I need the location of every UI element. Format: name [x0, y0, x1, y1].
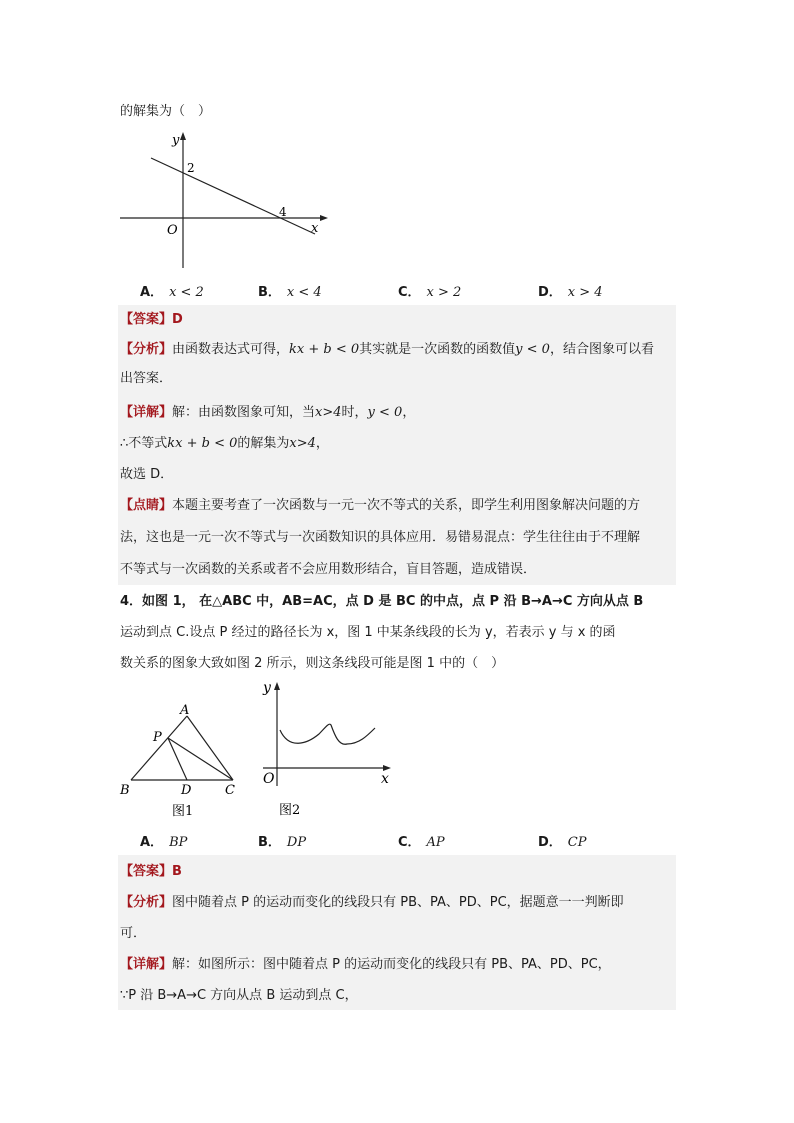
q3-option-c[interactable]: C． x > 2	[398, 285, 462, 300]
q3-comment-line2: 法，这也是一元一次不等式与一次函数知识的具体应用．易错易混点：学生往往由于不理解	[120, 530, 641, 545]
y-axis-arrow	[274, 682, 280, 690]
y-intercept-label: 2	[187, 161, 195, 175]
q3-stem-tail: 的解集为（ ）	[120, 104, 212, 119]
y-label: y	[172, 133, 180, 148]
q4-option-d[interactable]: D． CP	[538, 835, 587, 850]
vertex-b: B	[120, 783, 130, 798]
q3-detail-line2: ∴不等式kx + b < 0的解集为x>4，	[120, 436, 329, 451]
q4-analysis: 【分析】图中随着点 P 的运动而变化的线段只有 PB、PA、PD、PC，据题意一一判断即	[120, 895, 624, 910]
q3-option-d[interactable]: D． x > 4	[538, 285, 603, 300]
q3-detail: 【详解】解：由函数图象可知，当x>4时，y < 0，	[120, 405, 416, 420]
q4-analysis-cont: 可．	[120, 926, 147, 941]
origin-label: O	[263, 771, 275, 787]
q4-figure-1	[115, 698, 250, 823]
q3-answer: 【答案】D	[120, 312, 183, 327]
q3-comment: 【点睛】本题主要考查了一次函数与一元一次不等式的关系，即学生利用图象解决问题的方	[120, 498, 641, 513]
figure-1-caption: 图1	[172, 804, 194, 819]
q3-detail-line3: 故选 D．	[120, 467, 174, 482]
q4-stem-line1: 4．如图 1， 在△ABC 中，AB=AC，点 D 是 BC 的中点，点 P 沿 B→A→C 方向从点 B	[120, 594, 644, 609]
q4-stem-line3: 数关系的图象大致如图 2 所示，则这条线段可能是图 1 中的（ ）	[120, 656, 505, 671]
x-intercept-label: 4	[279, 205, 287, 219]
point-p: P	[153, 730, 162, 745]
q3-option-a[interactable]: A． x < 2	[140, 285, 204, 300]
x-label: x	[381, 771, 389, 787]
q4-option-c[interactable]: C． AP	[398, 835, 445, 850]
q3-option-b[interactable]: B． x < 4	[258, 285, 322, 300]
point-d: D	[181, 783, 192, 798]
q3-graph	[115, 128, 335, 273]
q4-detail-line2: ∵P 沿 B→A→C 方向从点 B 运动到点 C，	[120, 988, 358, 1003]
x-label: x	[311, 221, 319, 236]
side-ac	[187, 716, 233, 780]
y-axis-arrow	[180, 132, 186, 140]
origin-label: O	[167, 223, 178, 238]
function-curve	[280, 724, 375, 744]
q4-stem-line2: 运动到点 C.设点 P 经过的路径长为 x，图 1 中某条线段的长为 y，若表示 y 与 x 的函	[120, 625, 616, 640]
q4-detail: 【详解】解：如图所示：图中随着点 P 的运动而变化的线段只有 PB、PA、PD、PC，	[120, 957, 611, 972]
q4-figure-2	[255, 676, 400, 821]
side-ab	[131, 716, 187, 780]
q4-option-a[interactable]: A． BP	[140, 835, 188, 850]
q4-answer: 【答案】B	[120, 864, 182, 879]
figure-2-caption: 图2	[279, 803, 301, 818]
q3-comment-line3: 不等式与一次函数的关系或者不会应用数形结合，盲目答题，造成错误．	[120, 562, 537, 577]
x-axis-arrow	[320, 215, 328, 221]
q3-analysis: 【分析】由函数表达式可得，kx + b < 0其实就是一次函数的函数值y < 0，结合图象可以看	[120, 342, 654, 357]
y-label: y	[263, 680, 271, 696]
vertex-a: A	[180, 703, 190, 718]
q4-option-b[interactable]: B． DP	[258, 835, 307, 850]
q3-analysis-cont: 出答案．	[120, 371, 173, 386]
vertex-c: C	[225, 783, 235, 798]
